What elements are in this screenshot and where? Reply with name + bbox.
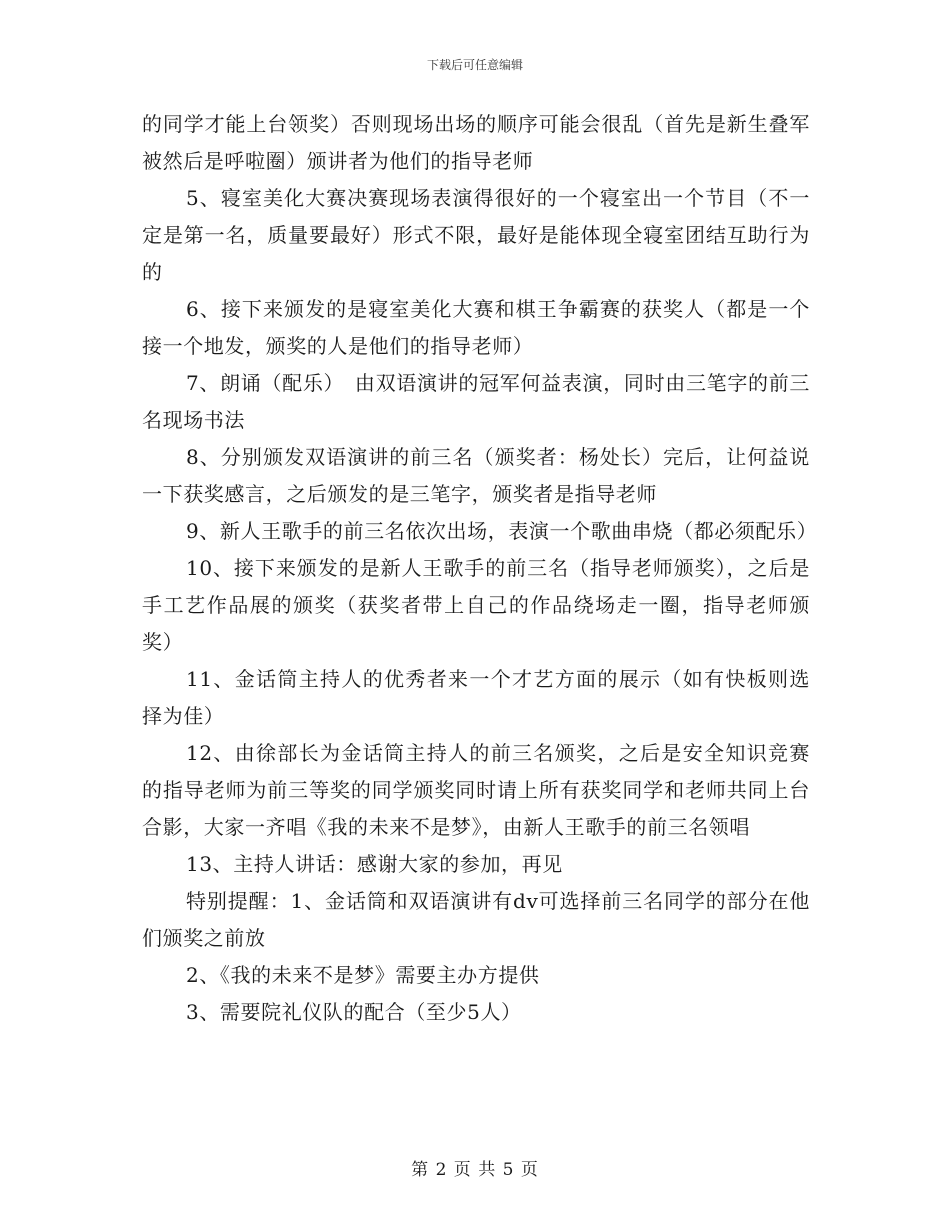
paragraph-reminder-2: 2、《我的未来不是梦》需要主办方提供 [186,963,540,987]
paragraph-special-reminder: 特别提醒：1、金话筒和双语演讲有dv可选择前三名同学的部分在他们颁奖之前放 [142,889,810,950]
paragraph-item-7: 7、朗诵（配乐） 由双语演讲的冠军何益表演，同时由三笔字的前三名现场书法 [142,371,810,432]
paragraph-item-8: 8、分别颁发双语演讲的前三名（颁奖者：杨处长）完后，让何益说一下获奖感言，之后颁发的是三笔字，颁奖者是指导老师 [142,445,810,506]
paragraph-reminder-3: 3、需要院礼仪队的配合（至少5人） [186,1000,522,1024]
paragraph-item-10: 10、接下来颁发的是新人王歌手的前三名（指导老师颁奖），之后是手工艺作品展的颁奖（获奖者带上自己的作品绕场走一圈，指导老师颁奖） [142,556,810,654]
page-header: 下载后可任意编辑 [426,58,523,72]
paragraph-item-6: 6、接下来颁发的是寝室美化大赛和棋王争霸赛的获奖人（都是一个接一个地发，颁奖的人是他们的指导老师） [142,297,810,358]
page-number: 第 2 页 共 5 页 [411,1160,539,1180]
paragraph-continuation: 的同学才能上台领奖）否则现场出场的顺序可能会很乱（首先是新生叠军被然后是呼啦圈）颁讲者为他们的指导老师 [142,112,810,173]
paragraph-item-9: 9、新人王歌手的前三名依次出场，表演一个歌曲串烧（都必须配乐） [186,519,818,543]
paragraph-item-11: 11、金话筒主持人的优秀者来一个才艺方面的展示（如有快板则选择为佳） [142,667,810,728]
paragraph-item-5: 5、寝室美化大赛决赛现场表演得很好的一个寝室出一个节目（不一定是第一名，质量要最好）形式不限，最好是能体现全寝室团结互助行为的 [142,186,810,284]
paragraph-item-12: 12、由徐部长为金话筒主持人的前三名颁奖，之后是安全知识竞赛的指导老师为前三等奖的同学颁奖同时请上所有获奖同学和老师共同上台合影，大家一齐唱《我的未来不是梦》，由新人王歌手的前三名领唱 [142,741,810,839]
paragraph-item-13: 13、主持人讲话：感谢大家的参加，再见 [186,852,563,876]
document-body [142,106,818,1031]
